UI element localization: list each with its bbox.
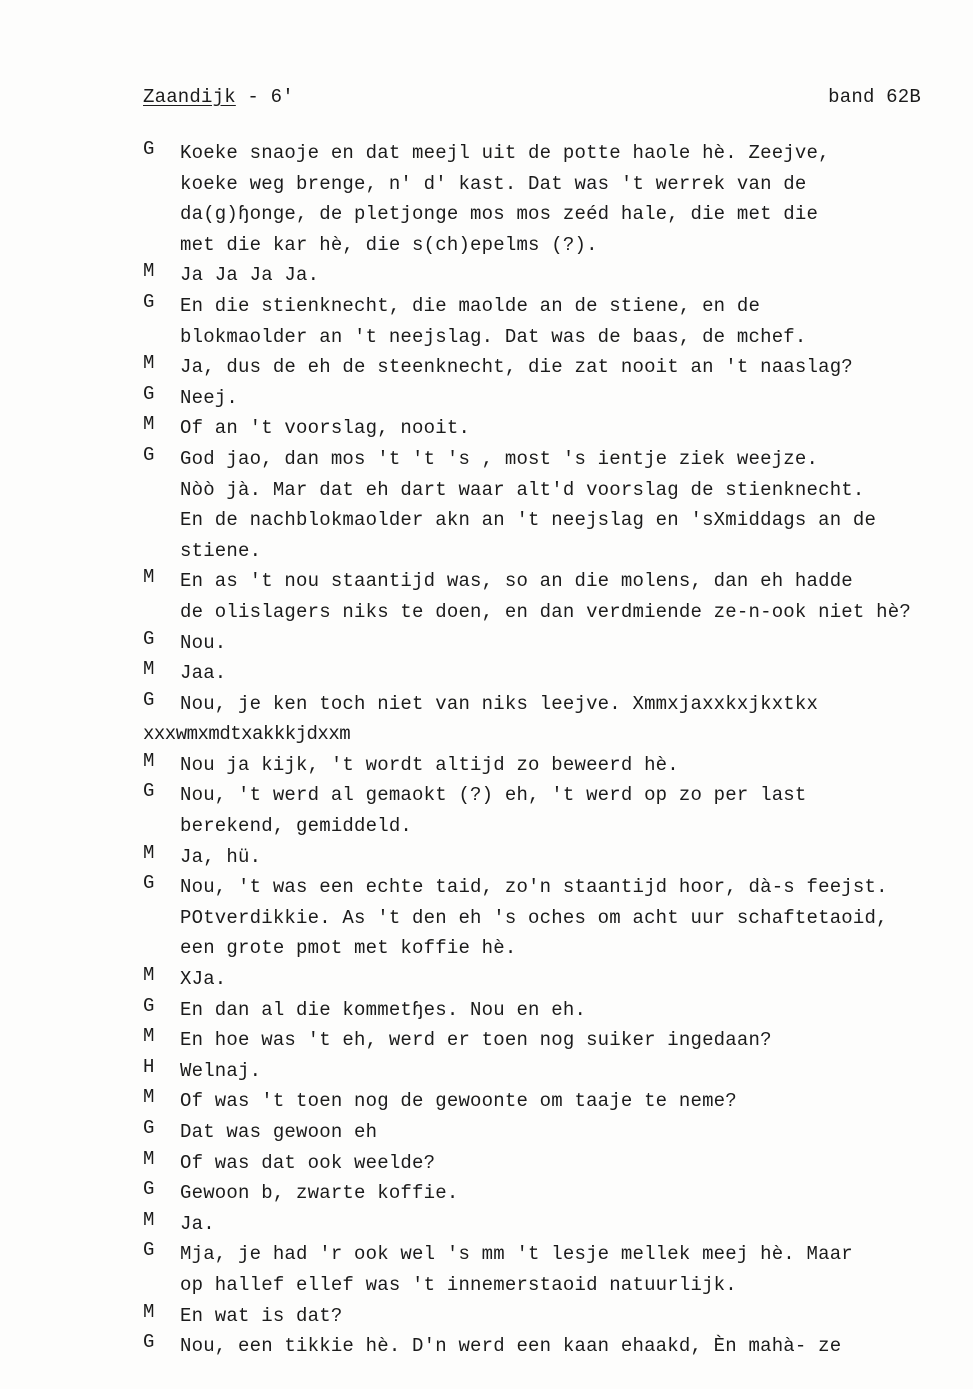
utterance-text: Nou, een tikkie hè. D'n werd een kaan ehaakd, Èn mahà- ze (180, 1335, 842, 1358)
dialogue-turn (0, 1239, 973, 1300)
utterance-text: Ja, hü. (180, 845, 262, 868)
speaker-label: M (143, 658, 155, 681)
transcript-line (0, 199, 973, 230)
utterance-text: Of was 't toen nog de gewoonte om taaje te neme? (180, 1090, 737, 1113)
transcript-line (0, 169, 973, 200)
dialogue-turn (0, 1025, 973, 1056)
utterance-text: Nou, je ken toch niet van niks leejve. Xmmxjaxxkxjkxtkx (180, 692, 819, 715)
speaker-label: G (143, 994, 155, 1017)
header-page-number: - 6' (235, 86, 294, 108)
speaker-label: G (143, 780, 155, 803)
transcript-body (0, 138, 973, 1362)
transcript-line (0, 842, 973, 873)
transcript-line (0, 780, 973, 811)
utterance-text: Neej. (180, 386, 239, 409)
speaker-label: G (143, 1239, 155, 1262)
transcript-line (0, 413, 973, 444)
transcript-line (0, 658, 973, 689)
dialogue-turn (0, 1117, 973, 1148)
dialogue-turn (0, 964, 973, 995)
transcript-line (0, 597, 973, 628)
transcript-line (0, 1025, 973, 1056)
dialogue-turn (0, 689, 973, 750)
utterance-text: En as 't nou staantijd was, so an die molens, dan eh hadde (180, 570, 853, 593)
utterance-text: En die stienknecht, die maolde an de stiene, en de (180, 294, 761, 317)
transcript-line (0, 1331, 973, 1362)
utterance-text: met die kar hè, die s(ch)epelms (?). (180, 233, 598, 256)
dialogue-turn (0, 842, 973, 873)
utterance-text: Nou ja kijk, 't wordt altijd zo beweerd hè. (180, 753, 679, 776)
utterance-text: berekend, gemiddeld. (180, 815, 413, 838)
utterance-text: En de nachblokmaolder akn an 't neejslag en 'sXmiddags an de (180, 509, 877, 532)
speaker-label: M (143, 841, 155, 864)
speaker-label: G (143, 138, 155, 160)
speaker-label: M (143, 352, 155, 375)
speaker-label: M (143, 566, 155, 589)
utterance-text: op hallef ellef was 't innemerstaoid natuurlijk. (180, 1273, 737, 1296)
speaker-label: M (143, 1208, 155, 1231)
transcript-line (0, 1239, 973, 1270)
transcript-line (0, 138, 973, 169)
speaker-label: M (143, 1147, 155, 1170)
dialogue-turn (0, 291, 973, 352)
utterance-text: Koeke snaoje en dat meejl uit de potte haole hè. Zeejve, (180, 142, 830, 164)
transcript-line (0, 1148, 973, 1179)
transcript-line (0, 505, 973, 536)
dialogue-turn (0, 1209, 973, 1240)
utterance-text: POtverdikkie. As 't den eh 's oches om acht uur schaftetaoid, (180, 906, 888, 929)
speaker-label: G (143, 290, 155, 313)
speaker-label: G (143, 1117, 155, 1139)
header-place: Zaandijk (143, 86, 236, 108)
transcript-line (0, 260, 973, 291)
transcript-line (0, 1056, 973, 1087)
transcript-line (0, 475, 973, 506)
utterance-text: Ja Ja Ja Ja. (180, 264, 320, 287)
transcript-line (0, 628, 973, 659)
speaker-label: G (143, 1331, 155, 1354)
utterance-text: Dat was gewoon eh (180, 1121, 378, 1143)
dialogue-turn (0, 566, 973, 627)
dialogue-turn (0, 1331, 973, 1362)
utterance-text: En hoe was 't eh, werd er toen nog suiker ingedaan? (180, 1029, 772, 1052)
utterance-text: XJa. (180, 968, 227, 991)
speaker-label: G (143, 627, 155, 650)
utterance-text: God jao, dan mos 't 't 's , most 's ientje ziek weejze. (180, 447, 819, 470)
utterance-text: Ja. (180, 1212, 215, 1235)
dialogue-turn (0, 444, 973, 566)
dialogue-turn (0, 1086, 973, 1117)
speaker-label: M (143, 1025, 155, 1048)
speaker-label: M (143, 749, 155, 772)
transcript-line (0, 964, 973, 995)
dialogue-turn (0, 780, 973, 841)
transcript-line (0, 1117, 973, 1148)
dialogue-turn (0, 658, 973, 689)
utterance-text: Nou. (180, 631, 227, 654)
transcript-line (0, 566, 973, 597)
dialogue-turn (0, 138, 973, 260)
speaker-label: H (143, 1055, 155, 1078)
dialogue-turn (0, 1178, 973, 1209)
transcript-line (0, 1301, 973, 1332)
transcript-line (0, 1086, 973, 1117)
transcript-line (0, 1270, 973, 1301)
dialogue-turn (0, 750, 973, 781)
transcript-line (0, 811, 973, 842)
utterance-text: blokmaolder an 't neejslag. Dat was de baas, de mchef. (180, 325, 807, 348)
speaker-label: G (143, 872, 155, 895)
dialogue-turn (0, 628, 973, 659)
transcript-line (0, 230, 973, 261)
utterance-text: Gewoon b, zwarte koffie. (180, 1182, 459, 1205)
page-header (143, 86, 921, 112)
utterance-text: Ja, dus de eh de steenknecht, die zat nooit an 't naaslag? (180, 356, 853, 379)
transcript-line (0, 1209, 973, 1240)
transcript-line (0, 1178, 973, 1209)
header-band: band 62B (828, 86, 921, 108)
speaker-label: G (143, 382, 155, 405)
speaker-label: M (143, 413, 155, 436)
dialogue-turn (0, 1301, 973, 1332)
transcript-line (0, 383, 973, 414)
utterance-text: Mja, je had 'r ook wel 's mm 't lesje mellek meej hè. Maar (180, 1243, 853, 1266)
header-title (143, 86, 294, 108)
utterance-text: da(g)ɧonge, de pletjonge mos mos zeéd hale, die met die (180, 203, 819, 226)
dialogue-turn (0, 1056, 973, 1087)
transcript-line (0, 750, 973, 781)
speaker-label: G (143, 688, 155, 711)
dialogue-turn (0, 260, 973, 291)
dialogue-turn (0, 872, 973, 964)
transcript-line (0, 995, 973, 1026)
utterance-text: En wat is dat? (180, 1304, 343, 1327)
transcript-line (0, 536, 973, 567)
utterance-text: stiene. (180, 539, 262, 562)
utterance-text: Of an 't voorslag, nooit. (180, 417, 471, 440)
transcript-line (0, 689, 973, 720)
utterance-text: Of was dat ook weelde? (180, 1151, 436, 1174)
speaker-label: G (143, 443, 155, 466)
utterance-text: een grote pmot met koffie hè. (180, 937, 517, 960)
utterance-text: Nou, 't werd al gemaokt (?) eh, 't werd op zo per last (180, 784, 807, 807)
transcript-line (0, 291, 973, 322)
transcript-line (0, 322, 973, 353)
utterance-text: koeke weg brenge, n' d' kast. Dat was 't werrek van de (180, 172, 807, 195)
utterance-text: Nòò jà. Mar dat eh dart waar alt'd voorslag de stienknecht. (180, 478, 865, 501)
utterance-text: Welnaj. (180, 1059, 262, 1082)
dialogue-turn (0, 352, 973, 383)
speaker-label: M (143, 1086, 155, 1109)
transcript-line (0, 444, 973, 475)
dialogue-turn (0, 1148, 973, 1179)
transcript-line (0, 352, 973, 383)
utterance-text: Jaa. (180, 662, 227, 685)
dialogue-turn (0, 413, 973, 444)
speaker-label: M (143, 260, 155, 283)
dialogue-turn (0, 383, 973, 414)
speaker-label: M (143, 964, 155, 987)
struck-text: xxxwmxmdtxakkkjdxxm (143, 723, 351, 746)
speaker-label: G (143, 1178, 155, 1201)
dialogue-turn (0, 995, 973, 1026)
transcript-line (0, 933, 973, 964)
speaker-label: M (143, 1300, 155, 1323)
transcript-line (0, 872, 973, 903)
transcript-line (0, 903, 973, 934)
utterance-text: En dan al die kommetɧes. Nou en eh. (180, 998, 587, 1021)
utterance-text: Nou, 't was een echte taid, zo'n staantijd hoor, dà-s feejst. (180, 876, 888, 899)
utterance-text: de olislagers niks te doen, en dan verdmiende ze-n-ook niet hè? (180, 600, 911, 623)
struck-through-line (0, 719, 973, 750)
